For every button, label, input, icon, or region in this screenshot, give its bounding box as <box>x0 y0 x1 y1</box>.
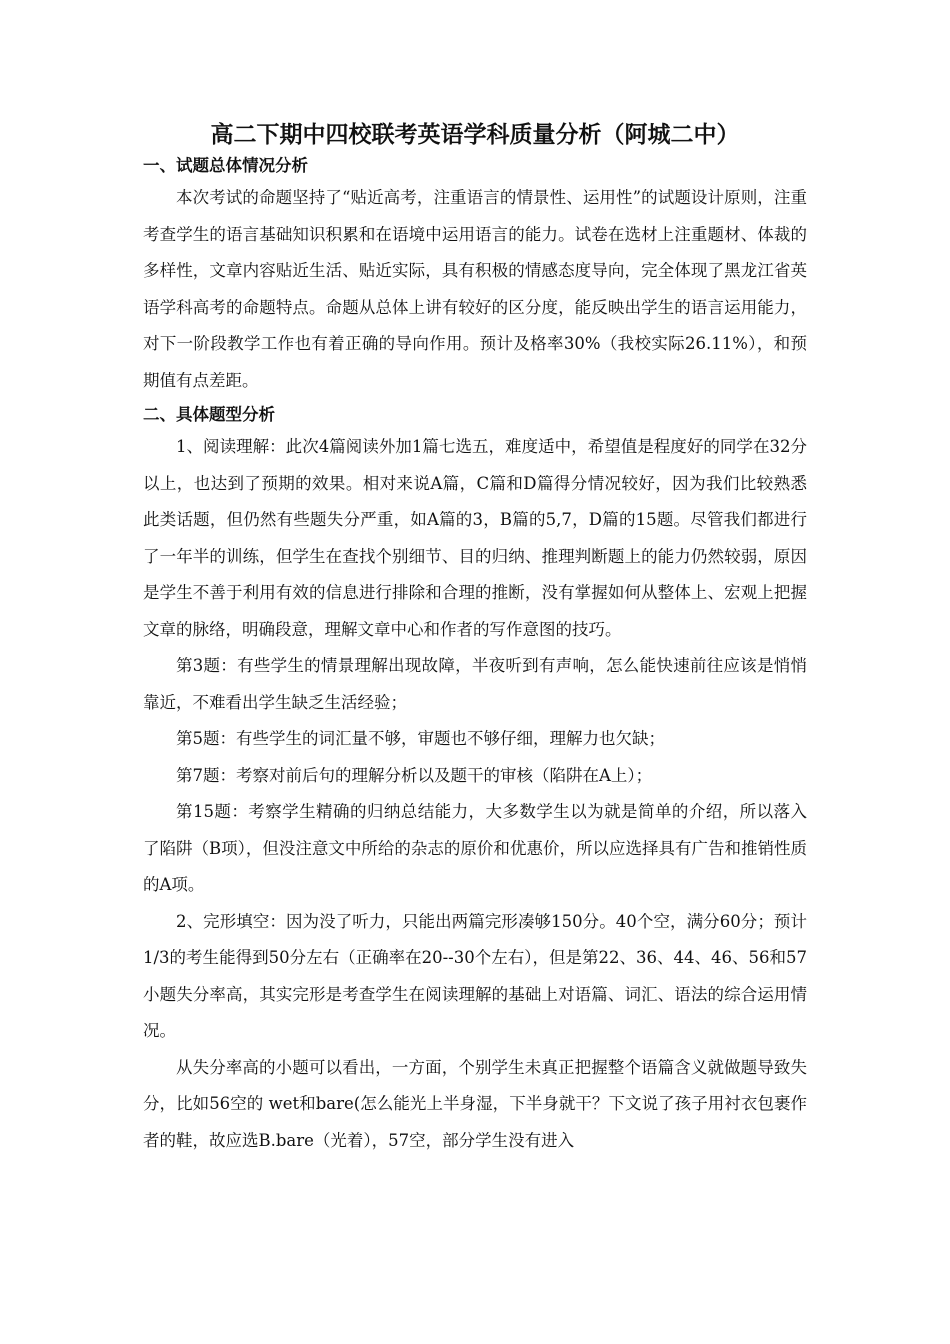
paragraph-cloze: 2、完形填空：因为没了听力，只能出两篇完形凑够150分。40个空，满分60分；预计1/3的考生能得到50分左右（正确率在20--30个左右），但是第22、36、44、46、56和57小题失分率高，其实完形是考查学生在阅读理解的基础上对语篇、词汇、语法的综合运用情况。 <box>143 911 807 1040</box>
section-heading-question-types: 二、具体题型分析 <box>143 405 275 424</box>
document-body <box>143 118 807 1159</box>
paragraph-overall: 本次考试的命题坚持了“贴近高考，注重语言的情景性、运用性”的试题设计原则，注重考查学生的语言基础知识积累和在语境中运用语言的能力。试卷在选材上注重题材、体裁的多样性，文章内容贴近生活、贴近实际，具有积极的情感态度导向，完全体现了黑龙江省英语学科高考的命题特点。命题从总体上讲有较好的区分度，能反映出学生的语言运用能力，对下一阶段教学工作也有着正确的导向作用。预计及格率30%（我校实际26.11%），和预期值有点差距。 <box>143 188 807 390</box>
paragraph-q5: 第5题：有些学生的词汇量不够，审题也不够仔细，理解力也欠缺； <box>176 729 665 748</box>
section-heading-overall: 一、试题总体情况分析 <box>143 156 308 175</box>
document-title: 高二下期中四校联考英语学科质量分析（阿城二中） <box>210 121 740 148</box>
paragraph-q3: 第3题：有些学生的情景理解出现故障，半夜听到有声响，怎么能快速前往应该是悄悄靠近，不难看出学生缺乏生活经验； <box>143 656 807 712</box>
paragraph-cloze-analysis: 从失分率高的小题可以看出，一方面，个别学生未真正把握整个语篇含义就做题导致失分，比如56空的 wet和bare(怎么能光上半身湿，下半身就干？下文说了孩子用衬衣包裹作者的鞋，故应选B.bare（光着），57空，部分学生没有进入 <box>143 1057 807 1150</box>
paragraph-q7: 第7题：考察对前后句的理解分析以及题干的审核（陷阱在A上）； <box>176 765 653 785</box>
paragraph-q15: 第15题：考察学生精确的归纳总结能力，大多数学生以为就是简单的介绍，所以落入了陷阱（B项），但没注意文中所给的杂志的原价和优惠价，所以应选择具有广告和推销性质的A项。 <box>143 802 807 894</box>
paragraph-reading: 1、阅读理解：此次4篇阅读外加1篇七选五，难度适中，希望值是程度好的同学在32分以上，也达到了预期的效果。相对来说A篇，C篇和D篇得分情况较好，因为我们比较熟悉此类话题，但仍然有些题失分严重，如A篇的3，B篇的5,7，D篇的15题。尽管我们都进行了一年半的训练，但学生在查找个别细节、目的归纳、推理判断题上的能力仍然较弱，原因是学生不善于利用有效的信息进行排除和合理的推断，没有掌握如何从整体上、宏观上把握文章的脉络，明确段意，理解文章中心和作者的写作意图的技巧。 <box>143 437 807 639</box>
